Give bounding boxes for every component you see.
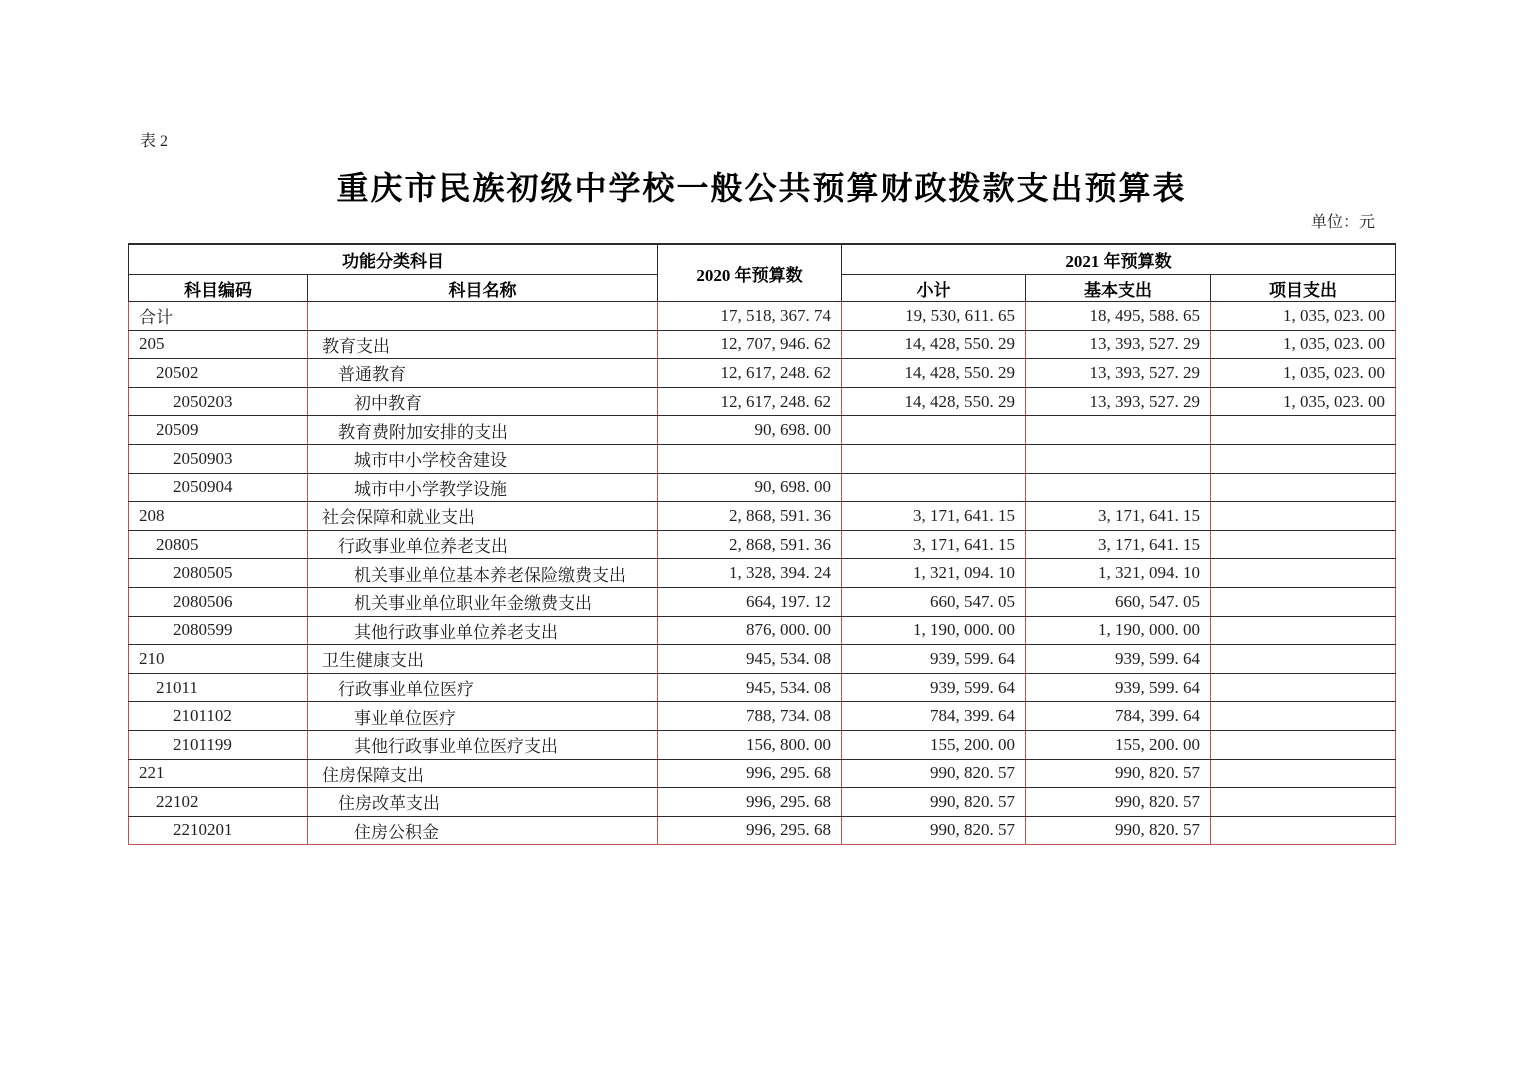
- header-basic-expenditure: 基本支出: [1026, 275, 1211, 302]
- cell-2021-project: [1211, 530, 1396, 559]
- cell-2020-amount: 12, 617, 248. 62: [658, 359, 842, 388]
- cell-2021-basic: 939, 599. 64: [1026, 645, 1211, 674]
- header-functional-classification: 功能分类科目: [129, 244, 658, 275]
- table-row: [129, 302, 1396, 331]
- cell-subject-name: 教育费附加安排的支出: [308, 416, 658, 445]
- cell-subject-code: 20502: [129, 359, 308, 388]
- cell-2020-amount: 1, 328, 394. 24: [658, 559, 842, 588]
- cell-2021-basic: 990, 820. 57: [1026, 816, 1211, 845]
- cell-subject-name: 普通教育: [308, 359, 658, 388]
- cell-2021-subtotal: 939, 599. 64: [842, 673, 1026, 702]
- table-row: [129, 473, 1396, 502]
- cell-2021-project: 1, 035, 023. 00: [1211, 359, 1396, 388]
- cell-2021-subtotal: 19, 530, 611. 65: [842, 302, 1026, 331]
- cell-subject-code: 2101199: [129, 730, 308, 759]
- cell-subject-name: 机关事业单位基本养老保险缴费支出: [308, 559, 658, 588]
- cell-2021-project: [1211, 416, 1396, 445]
- table-row: [129, 587, 1396, 616]
- cell-2020-amount: 945, 534. 08: [658, 673, 842, 702]
- cell-2021-project: [1211, 759, 1396, 788]
- cell-2021-subtotal: 990, 820. 57: [842, 759, 1026, 788]
- cell-2020-amount: 2, 868, 591. 36: [658, 502, 842, 531]
- cell-subject-code: 208: [129, 502, 308, 531]
- cell-subject-code: 2080506: [129, 587, 308, 616]
- cell-subject-name: 社会保障和就业支出: [308, 502, 658, 531]
- table-row: [129, 730, 1396, 759]
- cell-2020-amount: 2, 868, 591. 36: [658, 530, 842, 559]
- cell-subject-name: 其他行政事业单位医疗支出: [308, 730, 658, 759]
- cell-subject-code: 2210201: [129, 816, 308, 845]
- cell-2021-subtotal: 1, 321, 094. 10: [842, 559, 1026, 588]
- table-body: [129, 302, 1396, 845]
- cell-subject-name: 住房公积金: [308, 816, 658, 845]
- cell-subject-code: 205: [129, 330, 308, 359]
- cell-2021-project: [1211, 730, 1396, 759]
- cell-subject-name: 住房改革支出: [308, 788, 658, 817]
- header-subject-name: 科目名称: [308, 275, 658, 302]
- cell-subject-name: 机关事业单位职业年金缴费支出: [308, 587, 658, 616]
- cell-2021-subtotal: 660, 547. 05: [842, 587, 1026, 616]
- header-project-expenditure: 项目支出: [1211, 275, 1396, 302]
- cell-subject-name: 其他行政事业单位养老支出: [308, 616, 658, 645]
- cell-subject-code: 2050203: [129, 387, 308, 416]
- cell-2021-basic: [1026, 444, 1211, 473]
- cell-2021-project: [1211, 645, 1396, 674]
- table-row: [129, 502, 1396, 531]
- cell-2021-basic: 13, 393, 527. 29: [1026, 359, 1211, 388]
- cell-2021-project: [1211, 559, 1396, 588]
- cell-2020-amount: 17, 518, 367. 74: [658, 302, 842, 331]
- table-row: [129, 645, 1396, 674]
- cell-2020-amount: 156, 800. 00: [658, 730, 842, 759]
- cell-2021-basic: 660, 547. 05: [1026, 587, 1211, 616]
- cell-2021-subtotal: 14, 428, 550. 29: [842, 330, 1026, 359]
- cell-2020-amount: 996, 295. 68: [658, 816, 842, 845]
- cell-subject-name: 卫生健康支出: [308, 645, 658, 674]
- cell-2021-project: [1211, 502, 1396, 531]
- cell-2021-project: [1211, 702, 1396, 731]
- cell-subject-code: 2101102: [129, 702, 308, 731]
- cell-2021-subtotal: 990, 820. 57: [842, 816, 1026, 845]
- cell-2021-basic: [1026, 416, 1211, 445]
- cell-2021-subtotal: 990, 820. 57: [842, 788, 1026, 817]
- header-2020-budget: 2020 年预算数: [658, 244, 842, 302]
- cell-2020-amount: 876, 000. 00: [658, 616, 842, 645]
- cell-2021-subtotal: 3, 171, 641. 15: [842, 530, 1026, 559]
- cell-2020-amount: 90, 698. 00: [658, 473, 842, 502]
- cell-2021-subtotal: 784, 399. 64: [842, 702, 1026, 731]
- cell-subject-name: 教育支出: [308, 330, 658, 359]
- cell-subject-name: 初中教育: [308, 387, 658, 416]
- cell-2021-basic: 155, 200. 00: [1026, 730, 1211, 759]
- cell-2021-subtotal: [842, 473, 1026, 502]
- cell-subject-code: 20805: [129, 530, 308, 559]
- cell-subject-name: 住房保障支出: [308, 759, 658, 788]
- cell-subject-code: 合计: [129, 302, 308, 331]
- cell-2021-basic: 784, 399. 64: [1026, 702, 1211, 731]
- cell-subject-code: 210: [129, 645, 308, 674]
- table-row: [129, 759, 1396, 788]
- cell-2021-project: [1211, 816, 1396, 845]
- cell-2021-subtotal: 14, 428, 550. 29: [842, 387, 1026, 416]
- cell-2021-subtotal: 939, 599. 64: [842, 645, 1026, 674]
- table-header: [129, 244, 1396, 302]
- cell-2021-basic: 13, 393, 527. 29: [1026, 387, 1211, 416]
- header-subject-code: 科目编码: [129, 275, 308, 302]
- cell-2021-project: [1211, 444, 1396, 473]
- table-row: [129, 530, 1396, 559]
- cell-subject-name: 事业单位医疗: [308, 702, 658, 731]
- cell-2021-project: [1211, 587, 1396, 616]
- cell-2021-basic: 18, 495, 588. 65: [1026, 302, 1211, 331]
- cell-2021-project: [1211, 616, 1396, 645]
- cell-subject-code: 2080505: [129, 559, 308, 588]
- cell-2021-basic: 1, 321, 094. 10: [1026, 559, 1211, 588]
- header-subtotal: 小计: [842, 275, 1026, 302]
- cell-subject-code: 2080599: [129, 616, 308, 645]
- cell-subject-name: 行政事业单位医疗: [308, 673, 658, 702]
- header-2021-budget: 2021 年预算数: [842, 244, 1396, 275]
- unit-note: 单位：元: [1310, 214, 1375, 231]
- table-row: [129, 673, 1396, 702]
- cell-2021-basic: 3, 171, 641. 15: [1026, 502, 1211, 531]
- cell-2021-subtotal: 1, 190, 000. 00: [842, 616, 1026, 645]
- cell-2021-project: [1211, 788, 1396, 817]
- cell-subject-name: 城市中小学校舍建设: [308, 444, 658, 473]
- cell-2020-amount: 996, 295. 68: [658, 788, 842, 817]
- table-row: [129, 616, 1396, 645]
- cell-2021-basic: [1026, 473, 1211, 502]
- table-row: [129, 330, 1396, 359]
- table-row: [129, 816, 1396, 845]
- cell-subject-code: 20509: [129, 416, 308, 445]
- cell-subject-code: 2050903: [129, 444, 308, 473]
- table-row: [129, 559, 1396, 588]
- cell-2020-amount: [658, 444, 842, 473]
- cell-2021-project: 1, 035, 023. 00: [1211, 302, 1396, 331]
- cell-2021-basic: 3, 171, 641. 15: [1026, 530, 1211, 559]
- cell-2021-subtotal: 155, 200. 00: [842, 730, 1026, 759]
- cell-2021-basic: 990, 820. 57: [1026, 788, 1211, 817]
- cell-2021-basic: 939, 599. 64: [1026, 673, 1211, 702]
- table-row: [129, 702, 1396, 731]
- table-row: [129, 444, 1396, 473]
- cell-2021-subtotal: 3, 171, 641. 15: [842, 502, 1026, 531]
- cell-2020-amount: 996, 295. 68: [658, 759, 842, 788]
- cell-2021-project: [1211, 473, 1396, 502]
- cell-2020-amount: 664, 197. 12: [658, 587, 842, 616]
- cell-2020-amount: 12, 617, 248. 62: [658, 387, 842, 416]
- cell-2020-amount: 12, 707, 946. 62: [658, 330, 842, 359]
- cell-subject-code: 221: [129, 759, 308, 788]
- cell-2021-subtotal: [842, 416, 1026, 445]
- cell-subject-code: 2050904: [129, 473, 308, 502]
- cell-2021-subtotal: 14, 428, 550. 29: [842, 359, 1026, 388]
- table-row: [129, 359, 1396, 388]
- budget-table: [128, 243, 1396, 845]
- cell-subject-name: 城市中小学教学设施: [308, 473, 658, 502]
- table-number-label: 表 2: [140, 133, 169, 150]
- cell-2021-subtotal: [842, 444, 1026, 473]
- cell-subject-code: 21011: [129, 673, 308, 702]
- table-row: [129, 788, 1396, 817]
- cell-subject-name: [308, 302, 658, 331]
- table-row: [129, 416, 1396, 445]
- cell-subject-name: 行政事业单位养老支出: [308, 530, 658, 559]
- cell-2021-project: 1, 035, 023. 00: [1211, 330, 1396, 359]
- cell-2021-basic: 990, 820. 57: [1026, 759, 1211, 788]
- cell-2021-basic: 13, 393, 527. 29: [1026, 330, 1211, 359]
- page-title: 重庆市民族初级中学校一般公共预算财政拨款支出预算表: [336, 170, 1187, 206]
- table-row: [129, 387, 1396, 416]
- cell-2020-amount: 90, 698. 00: [658, 416, 842, 445]
- cell-2020-amount: 945, 534. 08: [658, 645, 842, 674]
- cell-2021-project: 1, 035, 023. 00: [1211, 387, 1396, 416]
- cell-2021-project: [1211, 673, 1396, 702]
- cell-2021-basic: 1, 190, 000. 00: [1026, 616, 1211, 645]
- cell-2020-amount: 788, 734. 08: [658, 702, 842, 731]
- cell-subject-code: 22102: [129, 788, 308, 817]
